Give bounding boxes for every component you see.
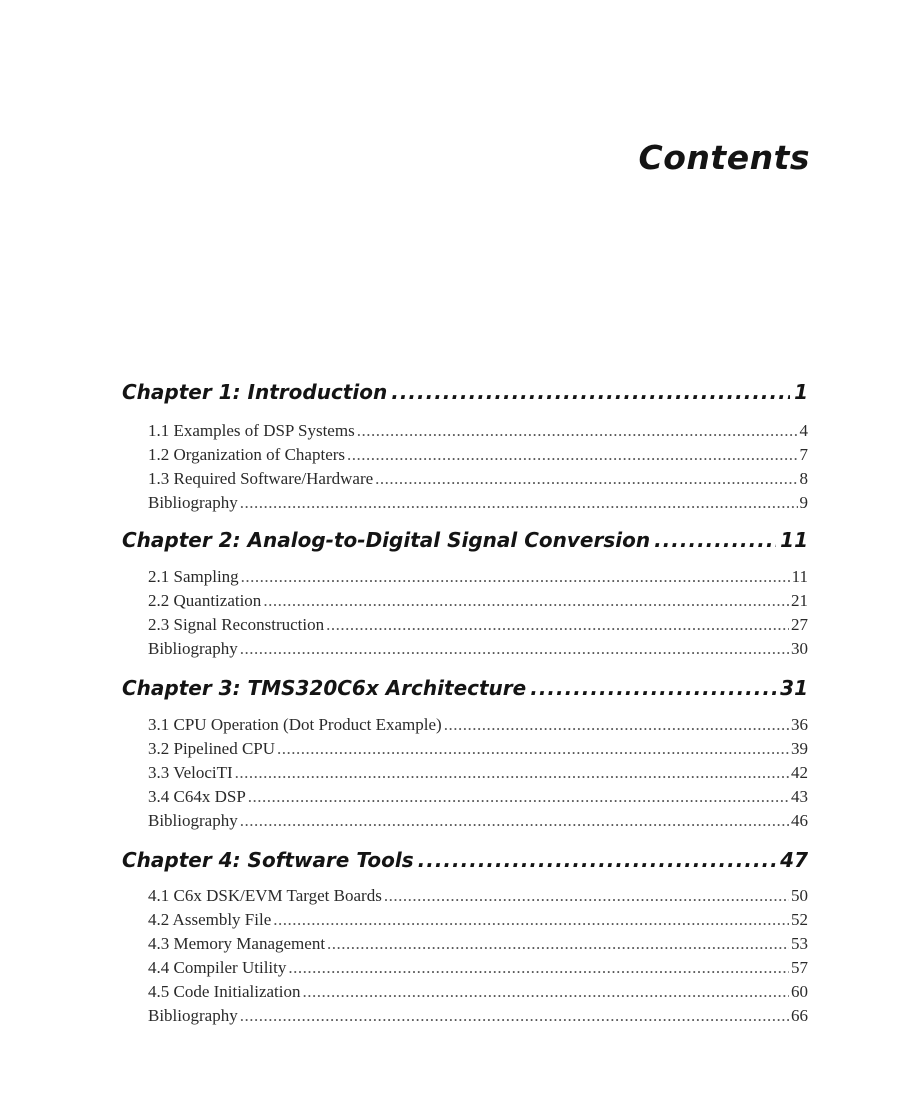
entry-title: 3.1 CPU Operation (Dot Product Example) — [148, 715, 442, 734]
dot-leader — [384, 886, 789, 906]
chapter-2-heading[interactable] — [122, 528, 808, 552]
toc-entry[interactable] — [148, 469, 808, 489]
toc-entry[interactable] — [148, 493, 808, 513]
entry-title: 2.3 Signal Reconstruction — [148, 615, 325, 634]
entry-title: 4.5 Code Initialization — [148, 982, 301, 1001]
page-number: 60 — [791, 982, 808, 1001]
dot-leader — [248, 787, 789, 807]
toc-entry[interactable] — [148, 910, 808, 930]
page-number: 1 — [794, 380, 808, 404]
entry-title: 4.3 Memory Management — [148, 934, 326, 953]
page-number: 4 — [799, 421, 808, 440]
toc-entry[interactable] — [148, 615, 808, 635]
toc-entry[interactable] — [148, 787, 808, 807]
chapter-1-heading[interactable] — [122, 380, 808, 404]
toc-entry[interactable] — [148, 1006, 808, 1026]
dot-leader — [273, 910, 789, 930]
page-number: 46 — [791, 811, 808, 830]
page-number: 36 — [791, 715, 808, 734]
chapter-title: Chapter 1: Introduction — [122, 380, 388, 404]
entry-title: 2.2 Quantization — [148, 591, 262, 610]
entry-title: 2.1 Sampling — [148, 567, 239, 586]
dot-leader — [357, 421, 798, 441]
entry-title: 4.1 C6x DSK/EVM Target Boards — [148, 886, 382, 905]
page-number: 30 — [791, 639, 808, 658]
page-title: Contents — [638, 138, 810, 177]
dot-leader — [263, 591, 789, 611]
page-number: 9 — [799, 493, 808, 512]
dot-leader — [530, 676, 776, 700]
page-number: 21 — [791, 591, 808, 610]
entry-title: Bibliography — [148, 811, 238, 830]
dot-leader — [391, 380, 790, 404]
dot-leader — [347, 445, 797, 465]
toc-entry[interactable] — [148, 639, 808, 659]
entry-title: Bibliography — [148, 1006, 238, 1025]
dot-leader — [241, 567, 790, 587]
toc-entry[interactable] — [148, 958, 808, 978]
dot-leader — [240, 493, 798, 513]
dot-leader — [240, 811, 789, 831]
entry-title: Bibliography — [148, 493, 238, 512]
dot-leader — [375, 469, 797, 489]
dot-leader — [654, 528, 776, 552]
page-number: 11 — [780, 528, 808, 552]
toc-entry[interactable] — [148, 715, 808, 735]
dot-leader — [235, 763, 789, 783]
page-number: 47 — [780, 848, 808, 872]
entry-title: 1.3 Required Software/Hardware — [148, 469, 374, 488]
page-number: 57 — [791, 958, 808, 977]
dot-leader — [327, 934, 789, 954]
toc-entry[interactable] — [148, 982, 808, 1002]
chapter-3-heading[interactable] — [122, 676, 808, 700]
toc-entry[interactable] — [148, 763, 808, 783]
page-number: 7 — [799, 445, 808, 464]
dot-leader — [240, 639, 789, 659]
chapter-title: Chapter 4: Software Tools — [122, 848, 414, 872]
dot-leader — [240, 1006, 789, 1026]
dot-leader — [444, 715, 789, 735]
toc-entry[interactable] — [148, 739, 808, 759]
entry-title: 3.2 Pipelined CPU — [148, 739, 276, 758]
page-number: 31 — [780, 676, 808, 700]
toc-entry[interactable] — [148, 445, 808, 465]
entry-title: 1.1 Examples of DSP Systems — [148, 421, 355, 440]
page-number: 66 — [791, 1006, 808, 1025]
chapter-title: Chapter 2: Analog-to-Digital Signal Conversion — [122, 528, 651, 552]
page-number: 27 — [791, 615, 808, 634]
entry-title: 4.4 Compiler Utility — [148, 958, 287, 977]
page-number: 43 — [791, 787, 808, 806]
entry-title: 3.4 C64x DSP — [148, 787, 246, 806]
chapter-title: Chapter 3: TMS320C6x Architecture — [122, 676, 527, 700]
dot-leader — [418, 848, 777, 872]
dot-leader — [277, 739, 789, 759]
toc-entry[interactable] — [148, 421, 808, 441]
chapter-4-heading[interactable] — [122, 848, 808, 872]
toc-entry[interactable] — [148, 591, 808, 611]
page-number: 8 — [799, 469, 808, 488]
entry-title: Bibliography — [148, 639, 238, 658]
page-number: 39 — [791, 739, 808, 758]
page-number: 53 — [791, 934, 808, 953]
toc-entry[interactable] — [148, 934, 808, 954]
page-number: 50 — [791, 886, 808, 905]
entry-title: 3.3 VelociTI — [148, 763, 233, 782]
toc-entry[interactable] — [148, 811, 808, 831]
page-number: 52 — [791, 910, 808, 929]
toc-entry[interactable] — [148, 567, 808, 587]
page-number: 11 — [791, 567, 808, 586]
page-number: 42 — [791, 763, 808, 782]
entry-title: 1.2 Organization of Chapters — [148, 445, 346, 464]
entry-title: 4.2 Assembly File — [148, 910, 272, 929]
toc-entry[interactable] — [148, 886, 808, 906]
dot-leader — [326, 615, 789, 635]
dot-leader — [288, 958, 789, 978]
dot-leader — [303, 982, 790, 1002]
